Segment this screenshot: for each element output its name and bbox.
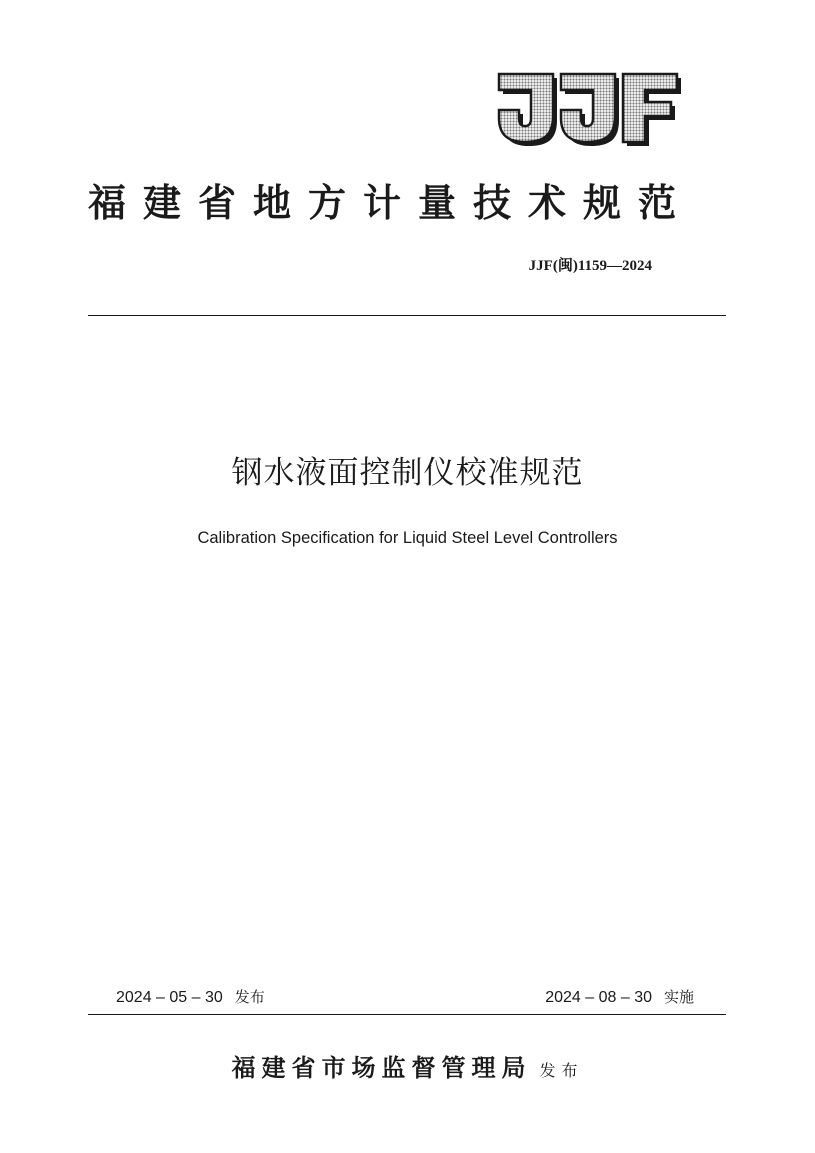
standard-code: JJF(闽)1159—2024 xyxy=(528,258,652,274)
jjf-logo xyxy=(497,72,683,148)
issue-date: 2024 – 05 – 30 xyxy=(116,989,223,1006)
document-title: 钢水液面控制仪校准规范 xyxy=(231,455,584,491)
top-divider xyxy=(88,315,726,316)
org-title: 福建省地方计量技术规范 xyxy=(88,180,694,225)
effective-date-row xyxy=(545,986,694,1009)
effective-date: 2024 – 08 – 30 xyxy=(545,989,652,1006)
publisher-line xyxy=(0,1050,815,1089)
publisher-name: 福建省市场监督管理局 xyxy=(231,1053,532,1082)
issue-date-row xyxy=(116,986,265,1009)
jjf-logo-mark xyxy=(497,72,683,148)
issue-label: 发布 xyxy=(234,988,265,1006)
publisher-suffix: 发布 xyxy=(539,1061,584,1080)
bottom-divider xyxy=(88,1014,726,1015)
effective-label: 实施 xyxy=(663,988,694,1006)
document-subtitle: Calibration Specification for Liquid Steel Level Controllers xyxy=(197,529,618,547)
